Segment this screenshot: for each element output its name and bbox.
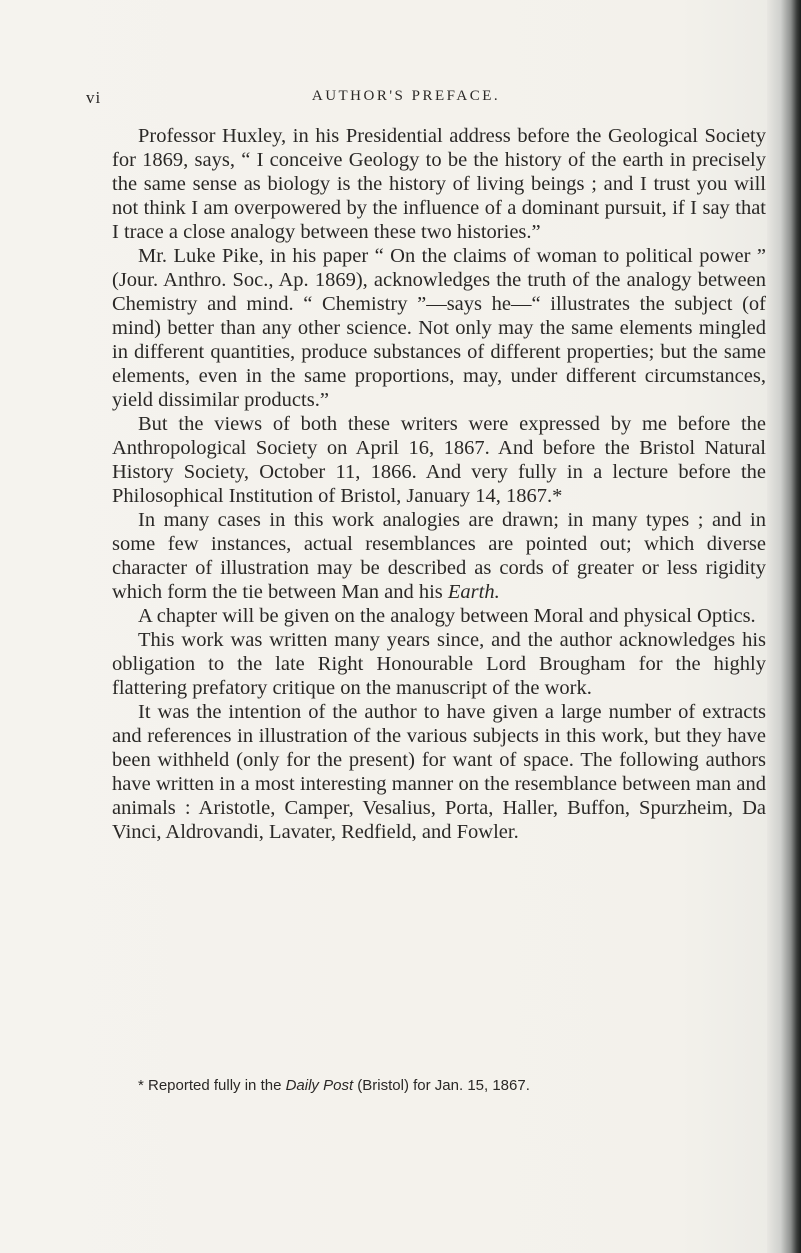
page-edge-shadow: [767, 0, 801, 1253]
page-header: [86, 88, 726, 116]
paragraph-huxley: Professor Huxley, in his Presidential address before the Geological Society for 1869, says, “ I conceive Geology to be the history of the earth in precisely the same sense as biology is the history of living beings ; and I trust you will not think I am overpowered by the influence of a dominant pursuit, if I say that I trace a close analogy between these two histories.”: [112, 125, 766, 243]
paragraph-authors: It was the intention of the author to have given a large number of extracts and references in illustration of the various subjects in this work, but they have been withheld (only for the present) for want of space. The following authors have written in a most interesting manner on the resemblance between man and animals : Aristotle, Camper, Vesalius, Porta, Haller, Buffon, Spurzheim, Da Vinci, Aldrovandi, Lavater, Redfield, and Fowler.: [112, 701, 766, 843]
paragraph-pike: Mr. Luke Pike, in his paper “ On the claims of woman to political power ” (Jour. Anthro. Soc., Ap. 1869), acknowledges the truth of the analogy between Chemistry and mind. “ Chemistry ”—says he—“ illustrates the subject (of mind) better than any other science. Not only may the same elements mingled in different quantities, produce substances of different properties; but the same elements, even in the same proportions, may, under different circumstances, yield dissimilar products.”: [112, 245, 766, 411]
italic-earth: Earth.: [447, 581, 500, 603]
body-text: [112, 124, 766, 844]
paragraph-analogies: In many cases in this work analogies are drawn; in many types ; and in some few instances, actual resemblances are pointed out; which diverse character of illustration may be described as cords of greater or less rigidity which form the tie between Man and his Earth.: [112, 509, 766, 603]
page-number: vi: [86, 88, 102, 107]
running-head: AUTHOR'S PREFACE.: [311, 88, 501, 104]
paragraph-brougham: This work was written many years since, and the author acknowledges his obligation to the late Right Honourable Lord Brougham for the highly flattering prefatory critique on the manuscript of the work.: [112, 629, 766, 699]
footnote: * Reported fully in the Daily Post (Bristol) for Jan. 15, 1867.: [138, 1077, 530, 1094]
italic-daily-post: Daily Post: [285, 1077, 354, 1094]
paragraph-views: But the views of both these writers were expressed by me before the Anthropological Society on April 16, 1867. And before the Bristol Natural History Society, October 11, 1866. And very fully in a lecture before the Philosophical Institution of Bristol, January 14, 1867.*: [112, 413, 766, 507]
paragraph-optics: A chapter will be given on the analogy between Moral and physical Optics.: [138, 605, 756, 627]
